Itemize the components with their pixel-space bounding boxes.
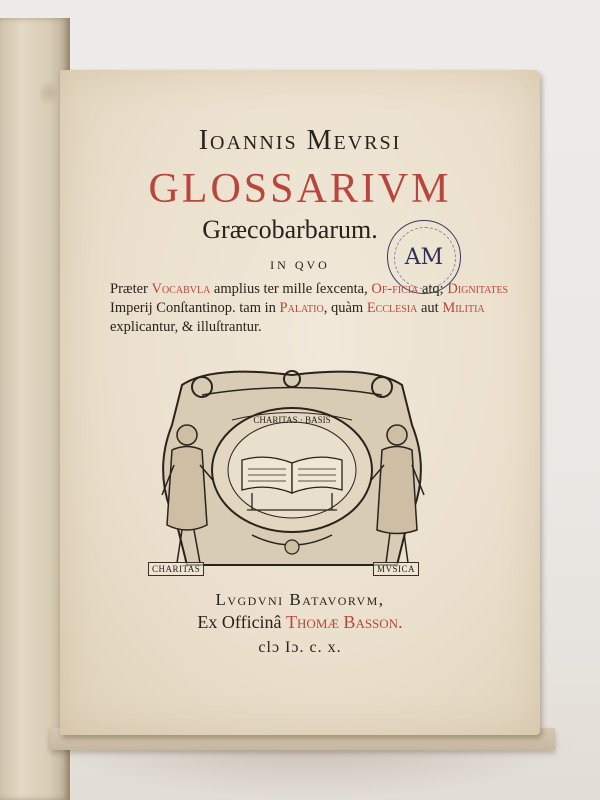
desc-red-ecclesia: Ecclesia [366,300,418,316]
in-quo-line: IN QVO [270,258,330,272]
device-banner-text: CHARITAS · BASIS [253,415,331,425]
desc-text-7: explicantur, & illuſtrantur. [110,319,262,335]
imprint-place: Lvgdvni Batavorvm, [215,590,385,609]
desc-red-officia: Of-ficia [371,281,419,297]
desc-text-6: aut [417,300,443,316]
imprint-date: clɔ Iɔ. c. x. [258,639,342,656]
desc-text-1: Præter [110,281,152,297]
title-page [60,70,540,735]
device-label-musica: MVSICA [373,562,419,576]
imprint-printer [60,612,540,633]
desc-red-vocabula: Vocabvla [151,281,211,297]
imprint-printer-prefix: Ex Officinâ [197,612,287,632]
imprint-printer-name: Thomæ Basson. [286,612,403,632]
desc-red-militia: Militia [442,300,485,316]
description-paragraph [110,280,520,337]
author-line: Ioannis Mevrsi [198,125,402,156]
desc-text-2: amplius ter mille ſexcenta, [210,281,372,297]
desc-text-5: , quàm [323,300,367,316]
spine-wear-mark [40,78,58,108]
book-subtitle: Græcobarbarum. [202,215,378,244]
desc-text-4: Imperij Conſtantinop. tam in [110,300,280,316]
desc-red-dignitates: Dignitates [447,281,509,297]
desc-text-3: atq; [418,281,448,297]
desc-red-palatio: Palatio [279,300,324,316]
book-title: GLOSSARIVM [148,166,452,212]
stamp-monogram: AM [404,245,444,270]
printers-device-woodcut [142,365,442,575]
device-label-charitas: CHARITAS [148,562,204,576]
